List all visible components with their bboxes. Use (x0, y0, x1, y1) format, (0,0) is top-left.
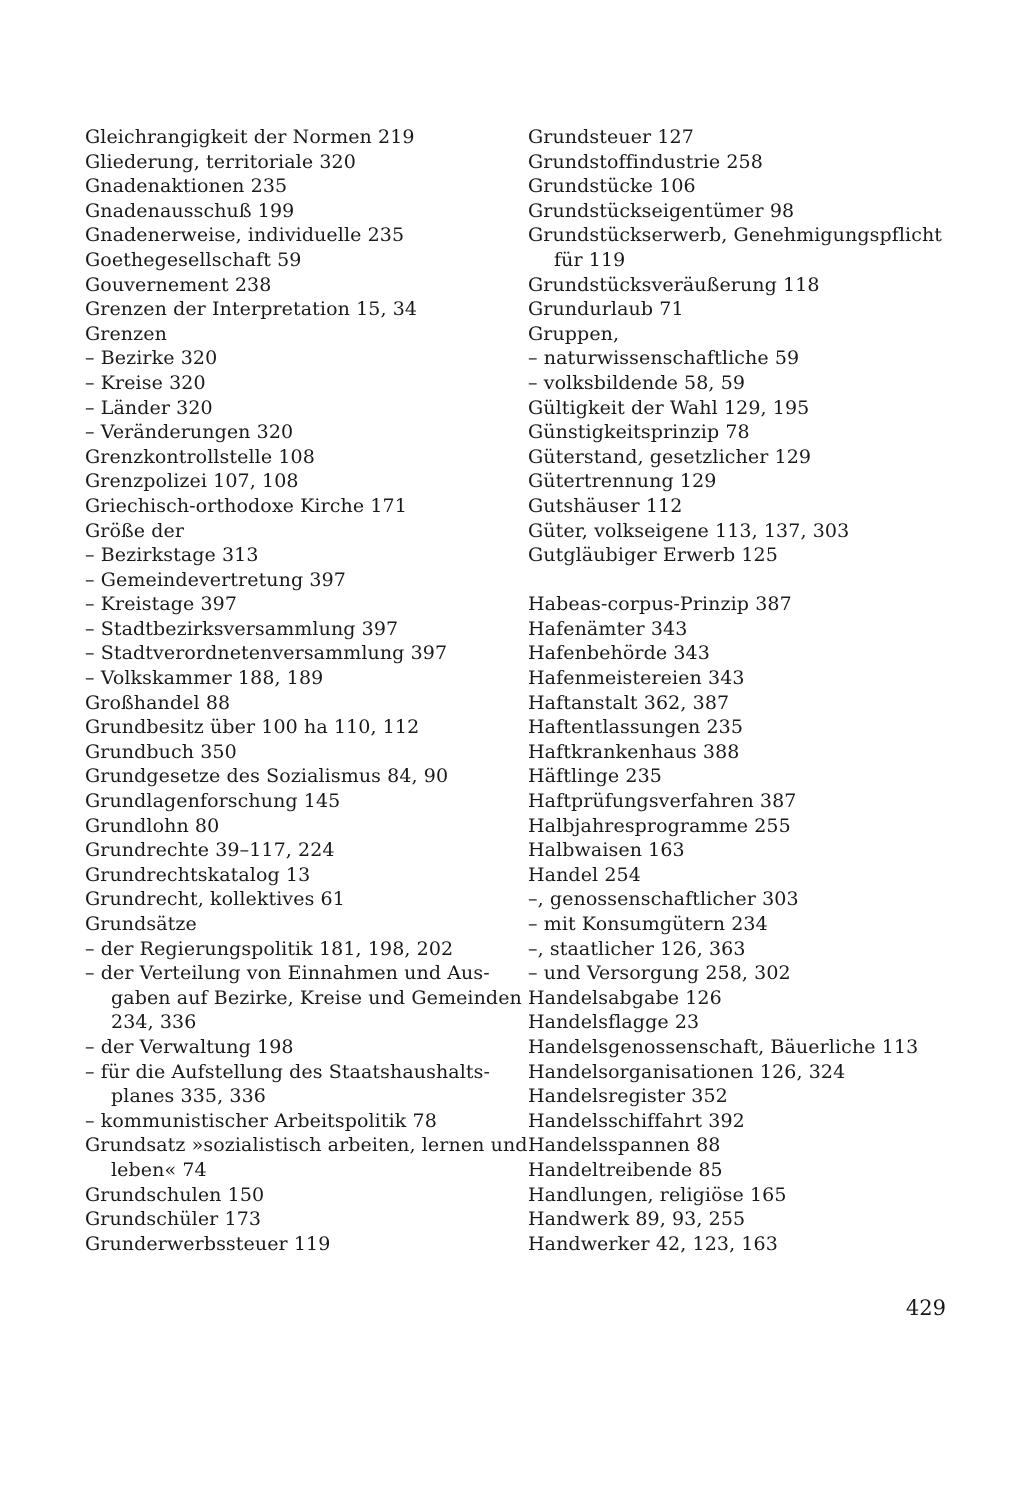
index-entry: Handelsorganisationen 126, 324 (528, 1060, 846, 1083)
index-entry: Gruppen, (528, 322, 620, 345)
index-entry: Grundstoffindustrie 258 (528, 150, 763, 173)
index-entry: Grundlohn 80 (85, 814, 220, 837)
index-subentry: – Bezirke 320 (85, 347, 218, 370)
index-entry: Güter, volkseigene 113, 137, 303 (528, 519, 850, 542)
index-subentry: – der Verwaltung 198 (85, 1035, 294, 1058)
section-gap (528, 568, 948, 593)
index-entry: Grundurlaub 71 (528, 298, 684, 321)
index-entry: Handwerker 42, 123, 163 (528, 1232, 778, 1255)
index-entry: Grundbuch 350 (85, 740, 237, 763)
index-entry: Gleichrangigkeit der Normen 219 (85, 126, 415, 148)
index-entry: Günstigkeitsprinzip 78 (528, 421, 750, 444)
index-entry: Grundrecht, kollektives 61 (85, 888, 345, 911)
index-entry: Gütertrennung 129 (528, 470, 717, 493)
index-column-left (85, 125, 528, 1256)
index-entry: Hafenämter 343 (528, 617, 688, 640)
index-entry: Großhandel 88 (85, 691, 231, 714)
index-entry: Grundbesitz über 100 ha 110, 112 (85, 716, 420, 739)
index-entry: Grenzen (85, 322, 167, 345)
index-entry: Grundgesetze des Sozialismus 84, 90 (85, 765, 449, 788)
index-entry: Haftanstalt 362, 387 (528, 691, 730, 714)
index-subentry: – Veränderungen 320 (85, 421, 294, 444)
index-subentry: – Stadtbezirksversammlung 397 (85, 617, 399, 640)
index-entry: Häftlinge 235 (528, 765, 662, 788)
index-entry: Grundstücke 106 (528, 175, 696, 198)
index-entry: Griechisch-orthodoxe Kirche 171 (85, 494, 407, 517)
index-subentry: – mit Konsumgütern 234 (528, 913, 768, 935)
index-entry: Gouvernement 238 (85, 273, 272, 296)
index-subentry: – Kreise 320 (85, 371, 206, 394)
index-entry: Gutshäuser 112 (528, 494, 683, 517)
index-entry-continuation: planes 335, 336 (111, 1085, 266, 1108)
index-entry: Goethegesellschaft 59 (85, 248, 302, 271)
index-entry: Haftkrankenhaus 388 (528, 740, 740, 763)
index-entry: Grundsätze (85, 913, 197, 935)
index-entry: Grundschulen 150 (85, 1183, 265, 1206)
index-entry: Grundlagenforschung 145 (85, 790, 341, 813)
index-entry: Handelsschiffahrt 392 (528, 1109, 745, 1132)
index-entry: Gliederung, territoriale 320 (85, 150, 356, 173)
index-entry: Handelsregister 352 (528, 1085, 728, 1108)
index-entry-continuation: leben« 74 (111, 1158, 207, 1181)
index-subentry: – volksbildende 58, 59 (528, 371, 746, 394)
index-entry: Gutgläubiger Erwerb 125 (528, 544, 778, 567)
index-entry: Grundsatz »sozialistisch arbeiten, lernen und (85, 1134, 528, 1157)
index-entry: Handeltreibende 85 (528, 1158, 723, 1181)
index-entry: Hafenbehörde 343 (528, 642, 710, 665)
index-entry: Gültigkeit der Wahl 129, 195 (528, 396, 810, 419)
index-subentry: – für die Aufstellung des Staatshaushalts- (85, 1060, 490, 1083)
index-entry: Handel 254 (528, 863, 641, 886)
index-entry: Handlungen, religiöse 165 (528, 1183, 787, 1206)
index-entry: Grundstückseigentümer 98 (528, 199, 795, 222)
index-entry: Habeas-corpus-Prinzip 387 (528, 593, 792, 616)
index-subentry: – kommunistischer Arbeitspolitik 78 (85, 1109, 437, 1132)
index-subentry: –, genossenschaftlicher 303 (528, 888, 799, 911)
index-subentry: – Stadtverordnetenversammlung 397 (85, 642, 448, 665)
index-subentry: – Volkskammer 188, 189 (85, 667, 324, 690)
index-entry: Handelsabgabe 126 (528, 986, 722, 1009)
index-subentry: – Kreistage 397 (85, 593, 238, 616)
index-entry-continuation: für 119 (554, 248, 626, 271)
index-entry: Güterstand, gesetzlicher 129 (528, 445, 812, 468)
index-entry: Haftentlassungen 235 (528, 716, 744, 739)
index-subentry: – Gemeindevertretung 397 (85, 568, 346, 591)
index-entry-continuation: gaben auf Bezirke, Kreise und Gemeinden (111, 986, 522, 1009)
index-subentry: –, staatlicher 126, 363 (528, 937, 746, 960)
index-entry: Größe der (85, 519, 185, 542)
index-entry: Grenzkontrollstelle 108 (85, 445, 315, 468)
index-entry: Grenzpolizei 107, 108 (85, 470, 299, 493)
index-entry: Haftprüfungsverfahren 387 (528, 790, 797, 813)
index-entry: Grundstücksveräußerung 118 (528, 273, 820, 296)
index-entry: Gnadenaktionen 235 (85, 175, 288, 198)
index-entry: Grundsteuer 127 (528, 126, 694, 148)
index-subentry: – der Verteilung von Einnahmen und Aus- (85, 962, 490, 985)
index-subentry: – und Versorgung 258, 302 (528, 962, 791, 985)
index-entry: Handwerk 89, 93, 255 (528, 1208, 746, 1231)
index-subentry: – naturwissenschaftliche 59 (528, 347, 800, 370)
index-entry: Handelsflagge 23 (528, 1011, 700, 1034)
index-subentry: – der Regierungspolitik 181, 198, 202 (85, 937, 454, 960)
index-entry: Grundschüler 173 (85, 1208, 262, 1231)
index-entry: Grundrechte 39–117, 224 (85, 839, 335, 862)
index-subentry: – Bezirkstage 313 (85, 544, 259, 567)
index-entry: Grenzen der Interpretation 15, 34 (85, 298, 418, 321)
index-entry: Grundrechtskatalog 13 (85, 863, 311, 886)
index-entry: Halbjahresprogramme 255 (528, 814, 791, 837)
index-entry: Grunderwerbssteuer 119 (85, 1232, 331, 1255)
index-entry: Grundstückserwerb, Genehmigungspflicht (528, 224, 943, 247)
index-entry: Gnadenausschuß 199 (85, 199, 295, 222)
page-number: 429 (905, 1296, 946, 1320)
index-entry: Hafenmeistereien 343 (528, 667, 745, 690)
index-entry: Handelsspannen 88 (528, 1134, 721, 1157)
index-entry: Gnadenerweise, individuelle 235 (85, 224, 405, 247)
index-column-right (528, 125, 948, 1256)
index-entry-continuation: 234, 336 (111, 1011, 197, 1034)
index-subentry: – Länder 320 (85, 396, 213, 419)
index-entry: Halbwaisen 163 (528, 839, 685, 862)
index-entry: Handelsgenossenschaft, Bäuerliche 113 (528, 1035, 919, 1058)
